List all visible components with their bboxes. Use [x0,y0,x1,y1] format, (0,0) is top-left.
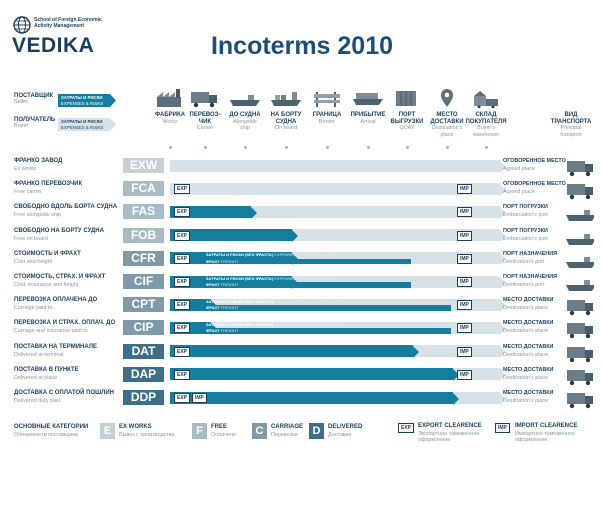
stage-label-ru: ФАБРИКА [155,112,185,118]
stage-dot [485,146,488,149]
costs-label-ru: ЗАТРАТЫ И РИСКИ (БЕЗ ФРАХТА) [206,252,275,258]
term-name-ru: СТОИМОСТЬ И ФРАХТ [14,250,81,257]
stage-label-6 [385,112,429,132]
seller-bar-arrow [251,206,257,218]
exp-tag: EXP [174,370,190,380]
location-pin-icon [432,88,462,108]
exp-tag: EXP [174,277,190,287]
freight-label-ru: ФРАХТ [206,258,221,264]
seller-arrow-icon [110,94,116,107]
buyer-box-en: EXPENSES & RISKS [61,124,104,130]
imp-tag: IMP [457,323,472,333]
truck-icon [566,180,594,200]
factory-icon [155,88,185,108]
stage-label-1 [183,112,227,132]
stage-label-en: Alongside ship [233,118,257,131]
seller-bar-arrow [453,392,459,404]
freight-label-ru: ФРАХТ [206,328,221,334]
term-name-ru: ПЕРЕВОЗКА ОПЛАЧЕНА ДО [14,297,98,304]
ship-icon [566,250,594,270]
ship-icon [566,227,594,247]
seller-bar-arrow [292,229,298,241]
stage-label-en: On board [274,125,298,131]
truck-icon [566,366,594,386]
container-icon [392,88,422,108]
buyer-bar [170,183,500,195]
term-name-en: Free alongside ship [14,212,62,219]
legend-group-ru: EX WORKS [119,424,152,430]
term-name-en: Cost, insurance and freight [14,282,79,288]
stage-dot [169,146,172,149]
role-seller [14,93,53,105]
seller-bar [170,345,413,357]
stage-label-5 [346,112,390,125]
costs-label [206,322,341,327]
term-name-ru: ФРАНКО ПЕРЕВОЗЧИК [14,181,83,188]
freight-label [206,305,238,310]
legend-group-ru: CARRIAGE [271,424,304,430]
exp-tag: EXP [174,323,190,333]
stage-label-ru: СКЛАД ПОКУПАТЕЛЯ [465,112,507,125]
legend-group-ru: FREE [211,424,228,430]
destination-ru: МЕСТО ДОСТАВКИ [503,343,554,350]
destination-en: Destination's place [503,328,549,335]
costs-label-en: EXPENSES & RISKS (NO FREIGHT) [274,321,342,327]
truck-icon [566,343,594,363]
destination-en: Destination's port [503,258,545,265]
imp-tag: IMP [457,300,472,310]
term-code-cfr: CFR [123,251,164,266]
term-name-ru: СВОБОДНО ВДОЛЬ БОРТА СУДНА [14,204,118,211]
page-title: Incoterms 2010 [210,32,394,60]
ship-loaded-icon [271,88,301,108]
legend-box-d: D [309,423,324,439]
imp-tag: IMP [457,231,472,241]
term-code-fca: FCA [123,181,164,196]
role-buyer-ru: ПОЛУЧАТЕЛЬ [14,117,56,123]
term-name-ru: ФРАНКО ЗАВОД [14,158,63,164]
imp-tag: IMP [457,370,472,380]
imp-tag: IMP [457,207,472,217]
imp-tag: IMP [457,277,472,287]
stage-label-en: Carrier [196,125,214,131]
term-name-en: Delivered duty paid [14,398,61,404]
legend-imp-desc: Импортное таможенное оформление [515,431,575,443]
imp-tag: IMP [457,254,472,264]
term-code-fas: FAS [123,204,164,219]
seller-bar [170,368,453,380]
logo-name: VEDIKA [12,34,95,57]
term-name-en: Ex works [14,166,36,172]
term-code-dat: DAT [123,344,164,359]
term-name-en: Delivered at terminal [14,351,64,358]
exp-tag: EXP [174,254,190,264]
logo-subtitle: School of Foreign Economic Activity Management [34,17,102,29]
costs-label-en: EXPENSES & RISKS (NO FREIGHT) [274,252,342,258]
destination-ru: ПОРТ НАЗНАЧЕНИЯ [503,250,557,257]
stage-label-ru: ПРИБЫТИЕ [350,112,386,118]
legend-box-f: F [192,423,207,439]
costs-label-en: EXPENSES & RISKS (NO FREIGHT) [274,275,342,281]
exp-tag: EXP [174,300,190,310]
stage-label-en: Arrival [360,118,376,125]
freight-label-en: FREIGHT [220,328,239,334]
stage-dot [406,146,409,149]
term-name-ru: ПОСТАВКА В ПУНКТЕ [14,366,79,373]
stage-dot [204,146,207,149]
legend-group-en: Оплачено [211,432,236,438]
destination-en: Agreed place [503,189,535,196]
costs-label [206,299,341,304]
buyer-costs-box [58,118,110,131]
exp-tag: EXP [174,231,190,241]
truck-icon [566,296,594,316]
term-name-en: Carriage and insurance paid to [14,328,88,335]
stage-dot [285,146,288,149]
stage-dot [446,146,449,149]
exp-tag: EXP [174,393,190,403]
stage-label-en: Works [162,118,178,125]
stage-dot [244,146,247,149]
imp-tag: IMP [457,347,472,357]
seller-costs-box [58,94,110,107]
term-code-dap: DAP [123,367,164,382]
destination-ru: МЕСТО ДОСТАВКИ [503,297,554,304]
destination-ru: ПОРТ ПОГРУЗКИ [503,227,548,234]
legend-imp-label: IMPORT CLEARENCE [515,423,578,429]
destination-ru: МЕСТО ДОСТАВКИ [503,390,554,396]
stage-dot [326,146,329,149]
stage-label-ru: НА БОРТУ СУДНА [270,112,302,125]
costs-label [206,276,341,281]
destination-ru: МЕСТО ДОСТАВКИ [503,366,554,373]
exp-tag: EXP [174,347,190,357]
stage-label-7 [425,112,469,138]
stage-label-9 [549,112,593,138]
costs-label-ru: ЗАТРАТЫ И РИСКИ (БЕЗ ФРАХТА) [206,275,275,281]
ship-icon [566,273,594,293]
term-code-exw: EXW [123,158,164,173]
truck-icon [190,88,220,108]
exp-tag: EXP [174,207,190,217]
destination-en: Destination's place [503,305,549,312]
destination-en: Destination's place [503,351,549,358]
freight-label-en: FREIGHT [220,305,239,311]
destination-en: Destination's place [503,398,549,404]
destination-ru: ОГОВОРЕННОЕ МЕСТО [503,181,566,188]
destination-en: Embarcation's port [503,212,548,219]
costs-label-ru: ЗАТРАТЫ И РИСКИ (БЕЗ ФРАХТА) [206,298,275,304]
seller-box-ru: ЗАТРАТЫ И РИСКИ [61,95,103,100]
stage-label-2 [223,112,267,132]
destination-en: Embarcation's port [503,235,548,242]
costs-label-en: EXPENSES & RISKS (NO FREIGHT) [274,298,342,304]
stage-label-en: Buyer's warehouse [472,125,500,138]
legend-box-c: C [252,423,267,439]
buyer-bar [170,160,500,172]
freight-label-ru: ФРАХТ [206,282,221,287]
destination-en: Agreed place [503,166,535,172]
ship-icon [566,203,594,223]
seller-bar [170,392,453,404]
stage-label-en: Principal transport [560,125,582,138]
role-seller-en: Seller [14,99,29,105]
legend-group-ru: DELIVERED [328,424,363,430]
buyer-arrow-icon [110,118,116,131]
destination-ru: ПОРТ НАЗНАЧЕНИЯ [503,274,557,280]
buyer-box-ru: ЗАТРАТЫ И РИСКИ [61,119,103,124]
imp-tag: IMP [192,393,207,403]
barrier-icon [312,88,342,108]
term-name-ru: ПЕРЕВОЗКА И СТРАХ. ОПЛАЧ. ДО [14,320,116,327]
legend-imp-tag: IMP [495,423,510,433]
term-name-en: Free carrier [14,189,42,196]
ship-icon [230,88,260,108]
term-code-ddp: DDP [123,390,164,405]
role-buyer [14,117,55,129]
term-name-en: Carriage paid to [14,305,53,312]
stage-label-3 [264,112,308,132]
legend-subtitle: Обязанности поставщика [14,432,78,438]
imp-tag: IMP [457,184,472,194]
role-buyer-en: Buyer [14,123,29,129]
stage-label-8 [464,112,508,138]
stage-dot [367,146,370,149]
term-name-en: Delivered at place [14,374,58,381]
costs-label-ru: ЗАТРАТЫ И РИСКИ (БЕЗ ФРАХТА) [206,321,275,327]
stage-label-ru: ПЕРЕВОЗ- ЧИК [189,112,221,125]
stage-label-ru: ПОРТ ВЫГРУЗКИ [390,112,424,125]
freight-label [206,282,238,287]
term-code-cif: CIF [123,274,164,289]
term-name-ru: ДОСТАВКА С ОПЛАТОЙ ПОШЛИН [14,390,114,396]
freight-label-en: FREIGHT [220,258,239,264]
stage-label-en: Destination's place [431,125,463,138]
stage-label-ru: МЕСТО ДОСТАВКИ [430,112,464,125]
destination-en: Destination's port [503,282,545,288]
freight-label [206,328,238,333]
legend-exp-desc: Экспортное таможенное оформление [418,431,480,443]
legend-group-en: Вывоз с производства [119,432,175,438]
term-code-cpt: CPT [123,297,164,312]
legend-group-en: Доставка [328,432,352,438]
destination-en: Destination's place [503,374,549,381]
stage-label-en: QUAY [399,125,415,131]
freight-label [206,259,238,264]
stage-label-ru: ДО СУДНА [229,112,261,118]
legend-exp-label: EXPORT CLEARENCE [418,423,482,429]
legend-group-en: Перевозки [271,432,298,438]
truck-icon [566,157,594,177]
warehouse-icon [471,88,501,108]
legend-title: ОСНОВНЫЕ КАТЕГОРИИ [14,424,89,430]
freight-label-ru: ФРАХТ [206,305,221,311]
term-name-ru: СТОИМОСТЬ, СТРАХ. И ФРАХТ [14,274,106,280]
legend-exp-tag: EXP [398,423,414,433]
stage-label-4 [305,112,349,125]
stage-label-en: Border [318,118,336,125]
seller-box-en: EXPENSES & RISKS [61,100,104,106]
term-name-ru: СВОБОДНО НА БОРТУ СУДНА [14,227,104,234]
costs-label [206,252,341,257]
stage-label-ru: ГРАНИЦА [312,112,342,118]
freight-label-en: FREIGHT [220,282,239,287]
destination-ru: МЕСТО ДОСТАВКИ [503,320,554,327]
term-name-en: Cost and freight [14,258,53,265]
term-code-fob: FOB [123,228,164,243]
destination-ru: ОГОВОРЕННОЕ МЕСТО [503,158,566,164]
term-name-en: Free on board [14,235,48,242]
role-seller-ru: ПОСТАВЩИК [14,93,54,99]
truck-icon [566,319,594,339]
truck-icon [566,389,594,409]
exp-tag: EXP [174,184,190,194]
destination-ru: ПОРТ ПОГРУЗКИ [503,204,548,211]
term-name-ru: ПОСТАВКА НА ТЕРМИНАЛЕ [14,343,97,350]
term-code-cip: CIP [123,320,164,335]
legend-box-e: E [100,423,115,439]
stage-label-ru: ВИД ТРАНСПОРТА [550,112,592,125]
ship-arrival-icon [353,88,383,108]
seller-bar-arrow [413,345,419,357]
